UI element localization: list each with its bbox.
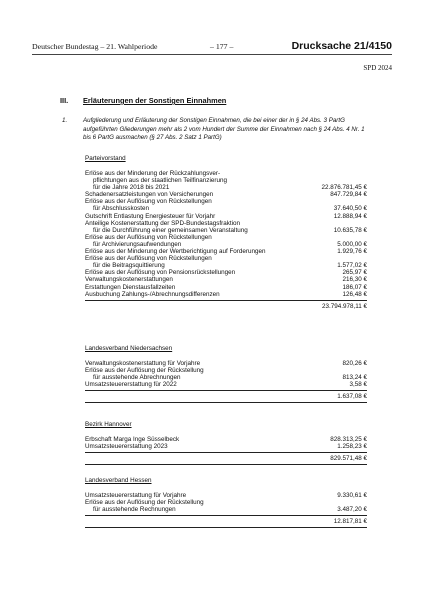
line-item [85,436,367,443]
line-item-label: Anteilige Kostenerstattung der SPD-Bundestagsfraktion [85,219,241,227]
line-item [85,198,367,205]
line-item-amount: 828.313,25 € [330,436,367,443]
line-item-amount: 126,48 € [342,290,367,298]
line-item-amount: 5.000,00 € [337,240,367,248]
block-parteivorstand [85,155,367,312]
line-item-label: Erstattungen Dienstausfallzeiten [85,283,176,291]
line-item-amount: 847.729,84 € [330,191,367,199]
section-number: III. [60,96,69,105]
line-item-label: Erlöse aus der Minderung der Wertberichtigung auf Forderungen [85,248,266,256]
line-item-label: Verwaltungskostenerstattung für Vorjahre [85,360,201,367]
line-item [85,374,367,381]
line-item-amount: 9.330,61 € [337,492,367,499]
section-title: Erläuterungen der Sonstigen Einnahmen [83,96,227,105]
line-item-amount: 3,58 € [349,381,367,389]
line-item-amount: 813,24 € [342,374,367,382]
line-item-amount: 265,97 € [342,269,367,277]
item-text: Aufgliederung und Erläuterung der Sonstigen Einnahmen, die bei einer der in § 24 Abs. 3 PartG aufgeführten Gliederungen mehr als 2 vom Hundert der Summe der Einnahmen nach § 24 Abs. 4 Nr. 1 bis 6 PartG ausmachen (§ 27 Abs. 2 Satz 1 PartG) [83,117,365,142]
line-item-label: für die Durchführung einer gemeinsamen Veranstaltung [93,226,248,234]
line-item-label: Erlöse aus der Auflösung von Rückstellungen [85,198,212,206]
line-item-label: für ausstehende Rechnungen [93,506,176,514]
line-item-label: Gutschrift Entlastung Energiesteuer für Vorjahr [85,212,216,220]
line-item [85,360,367,367]
line-item [85,184,367,191]
header-doc-id: 21/4150 [354,40,392,52]
line-item-label: Erlöse aus der Auflösung von Pensionsrückstellungen [85,269,236,277]
block-total [85,515,367,528]
line-item [85,443,367,450]
header-doc-label: Drucksache [291,40,352,52]
line-item-label: Erlöse aus der Auflösung von Rückstellungen [85,255,212,263]
line-item [85,492,367,499]
block-total [85,300,367,312]
line-item-label: Erlöse aus der Auflösung von Rückstellungen [85,233,212,241]
block-rows [85,436,367,450]
block-title: Landesverband Niedersachsen [85,345,173,352]
line-item [85,499,367,506]
line-item-label: Erlöse aus der Minderung der Rückzahlungsver- [85,170,221,177]
block-total-value: 12.817,81 € [333,518,367,526]
line-item-label: Umsatzsteuererstattung 2023 [85,443,168,451]
line-item-label: für Archivierungsaufwendungen [93,240,182,248]
line-item-amount: 216,30 € [342,276,367,284]
line-item-label: für die Jahre 2018 bis 2021 [93,184,170,192]
line-item-amount: 12.888,94 € [333,212,367,220]
block-rows [85,360,367,388]
line-item [85,248,367,255]
line-item [85,191,367,198]
line-item-label: für die Beitragsquittierung [93,262,165,270]
party-tag: SPD 2024 [363,64,392,72]
line-item [85,177,367,184]
header-page-number: – 177 – [210,42,234,51]
item-number: 1. [62,117,68,124]
line-item-label: Verwaltungskostenerstattungen [85,276,173,284]
block-total [85,390,367,403]
line-item [85,220,367,227]
line-item [85,291,367,298]
line-item-amount: 22.876.781,45 € [321,184,367,192]
block-total-value: 1.637,08 € [337,393,367,401]
block-landesverband-hessen [85,477,367,528]
line-item [85,506,367,513]
block-title: Parteivorstand [85,155,126,162]
block-title: Landesverband Hessen [85,477,152,484]
item-1 [62,117,368,143]
line-item-label: Ausbuchung Zahlungs-/Abrechnungsdifferenzen [85,290,220,298]
line-item-label: Erlöse aus der Auflösung der Rückstellung [85,367,204,375]
header-document-number [292,40,392,52]
line-item [85,241,367,248]
line-item-amount: 186,07 € [342,283,367,291]
header-publication: Deutscher Bundestag – 21. Wahlperiode [32,42,158,51]
line-item [85,262,367,269]
line-item-amount: 1.929,76 € [337,248,367,256]
line-item [85,170,367,177]
line-item-amount: 10.635,78 € [333,226,367,234]
line-item-label: pflichtungen aus der staatlichen Teilfinanzierung [93,177,227,185]
line-item-label: Erlöse aus der Auflösung der Rückstellung [85,499,204,507]
line-item [85,205,367,212]
line-item-amount: 820,26 € [342,360,367,367]
block-total-value: 23.794.978,11 € [321,302,367,310]
block-rows [85,492,367,513]
line-item [85,367,367,374]
line-item-label: Umsatzsteuererstattung für Vorjahre [85,492,187,499]
line-item-label: Umsatzsteuererstattung für 2022 [85,381,177,389]
block-rows [85,170,367,298]
block-landesverband-niedersachsen [85,345,367,403]
line-item-label: für Abschlusskosten [93,205,150,213]
line-item-amount: 1.577,02 € [337,262,367,270]
line-item-label: Erbschaft Marga Inge Süsselbeck [85,436,180,443]
line-item-amount: 3.487,20 € [337,506,367,514]
line-item [85,234,367,241]
line-item [85,227,367,234]
line-item-label: für ausstehende Abrechnungen [93,374,181,382]
line-item [85,381,367,388]
line-item-label: Schadenersatzleistungen von Versicherungen [85,191,214,199]
line-item-amount: 1.258,23 € [337,443,367,451]
line-item [85,269,367,276]
line-item [85,255,367,262]
line-item-amount: 37.640,50 € [333,205,367,213]
block-bezirk-hannover [85,421,367,465]
line-item [85,213,367,220]
page-header [32,40,392,55]
block-total-value: 829.571,48 € [330,455,367,463]
line-item [85,284,367,291]
line-item [85,276,367,283]
block-title: Bezirk Hannover [85,421,132,428]
block-total [85,452,367,465]
